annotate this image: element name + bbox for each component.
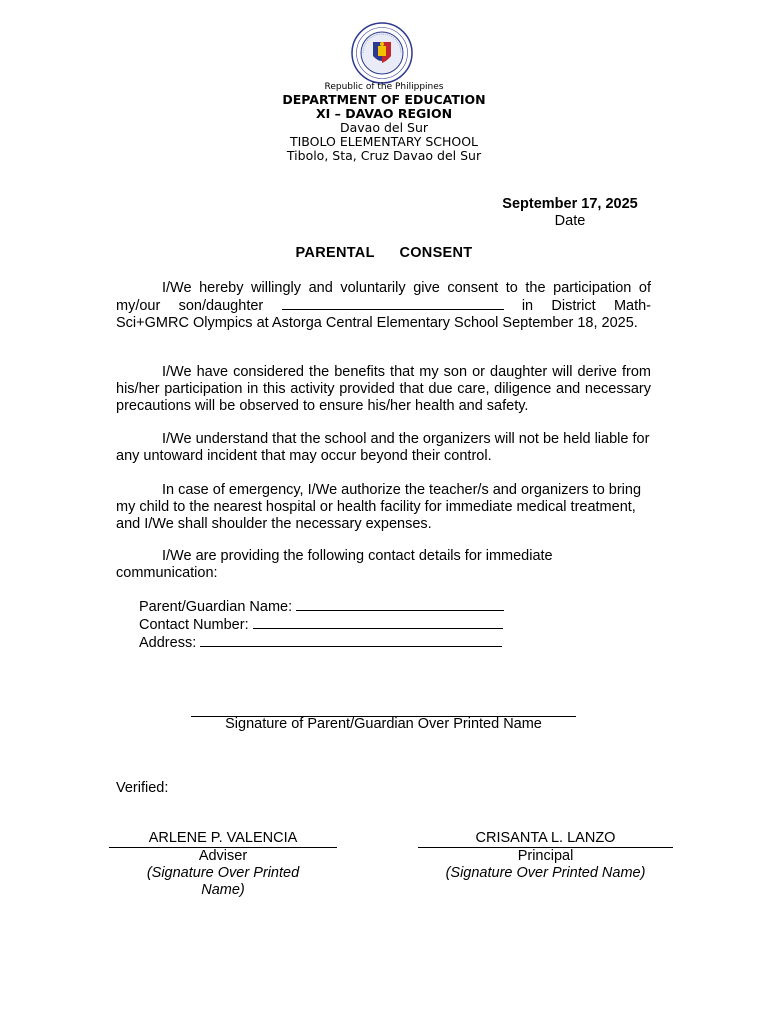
child-name-blank[interactable] (282, 297, 504, 310)
header-region: XI – DAVAO REGION (315, 106, 453, 121)
address-row (139, 634, 504, 652)
date-label: Date (554, 213, 586, 229)
signer-principal-name: CRISANTA L. LANZO (418, 830, 673, 848)
contact-number-blank[interactable] (253, 616, 503, 629)
paragraph-consent-part2: in District Math-Sci+GMRC Olympics at Astorga Central Elementary School September 18, 2025. (116, 298, 652, 331)
date-value: September 17, 2025 (502, 196, 638, 212)
signer-principal-role: Principal (517, 848, 574, 864)
signer-adviser (109, 830, 337, 899)
parent-signature-label: Signature of Parent/Guardian Over Printed Name (225, 716, 542, 732)
paragraph-benefits-text: I/We have considered the benefits that my son or daughter will derive from his/her participation in this activity provided that due care, diligence and necessary precautions will be observed to ensure his/her health and safety. (116, 364, 651, 414)
header-republic: Republic of the Philippines (324, 82, 444, 92)
signer-principal-note: (Signature Over Printed Name) (445, 865, 646, 881)
verified-label: Verified: (116, 780, 169, 796)
paragraph-liability-text: I/We understand that the school and the organizers will not be held liable for any untoward incident that may occur beyond their control. (116, 431, 650, 464)
guardian-name-label: Parent/Guardian Name: (139, 599, 293, 615)
guardian-name-row (139, 598, 504, 616)
paragraph-benefits (116, 364, 651, 415)
signer-adviser-name: ARLENE P. VALENCIA (109, 830, 337, 848)
paragraph-emergency-text: In case of emergency, I/We authorize the teacher/s and organizers to bring my child to the nearest hospital or health facility for immediate medical treatment, and I/We shall shoulder the necessary expenses. (116, 482, 642, 532)
document-title: PARENTAL CONSENT (295, 245, 473, 261)
signer-principal (418, 830, 673, 882)
guardian-name-blank[interactable] (296, 598, 504, 611)
header-department: DEPARTMENT OF EDUCATION (282, 92, 486, 107)
contact-number-label: Contact Number: (139, 617, 249, 633)
contact-number-row (139, 616, 504, 634)
paragraph-consent (116, 280, 651, 332)
signer-adviser-note: (Signature Over Printed Name) (146, 865, 300, 898)
paragraph-liability (116, 431, 651, 465)
paragraph-contact-intro-text: I/We are providing the following contact details for immediate communication: (116, 548, 553, 581)
header-division: Davao del Sur (339, 120, 429, 135)
header-school: TIBOLO ELEMENTARY SCHOOL (289, 134, 479, 149)
header-address: Tibolo, Sta, Cruz Davao del Sur (286, 148, 482, 163)
deped-seal-icon (351, 22, 413, 84)
signer-adviser-role: Adviser (198, 848, 248, 864)
paragraph-contact-intro (116, 548, 651, 582)
contact-details (139, 598, 504, 652)
paragraph-consent-part1: I/We hereby willingly and voluntarily give consent to the participation of my/our son/daughter (116, 280, 651, 314)
address-label: Address: (139, 635, 197, 651)
address-blank[interactable] (200, 634, 502, 647)
date-block (490, 196, 650, 230)
paragraph-emergency (116, 482, 651, 533)
